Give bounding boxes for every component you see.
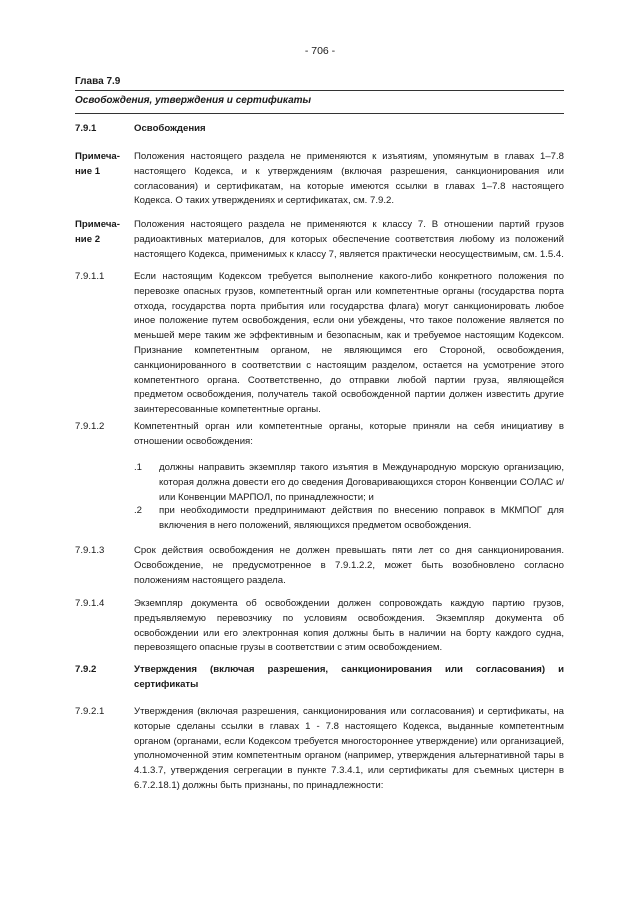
note-label: Примеча- ние 2	[75, 219, 120, 245]
paragraph-text: Срок действия освобождения не должен превышать пяти лет со дня санкционирования. Освобождение, не предусмотренное в 7.9.1.2.2, может быть возобновлено согласно положениям настоящего раздела.	[134, 545, 564, 586]
note-label: Примеча- ние 1	[75, 151, 120, 177]
section-title: Освобождения	[134, 123, 206, 134]
paragraph-number: 7.9.1.3	[75, 545, 105, 556]
paragraph-text: Компетентный орган или компетентные органы, которые приняли на себя инициативу в отношении освобождения:	[134, 421, 564, 447]
list-item	[134, 504, 564, 534]
paragraph-text: Если настоящим Кодексом требуется выполнение какого-либо конкретного положения по перевозке опасных грузов, компетентный орган или компетентные органы (государства порта отхода, государства порта прибытия или государства флага) могут санкционировать любое иное положение путем освобождения, если они убеждены, что такое положение является по меньшей мере таким же эффективным и безопасным, как и требуемое настоящим Кодексом. Признание компетентным органом, не являющимся его Стороной, освобождения, санкционированного в соответствии с настоящим разделом, остается на усмотрение этого компетентного органа. Соответственно, до отправки любой партии груза, являющейся предметом освобождения, получатель такой освобожденной партии должен известить другие заинтересованные компетентные органы.	[134, 271, 564, 416]
note-text: Положения настоящего раздела не применяются к классу 7. В отношении партий грузов радиоактивных материалов, для которых обеспечение соответствия любому из положений настоящего Кодекса, применимых к классу 7, является практически неосуществимым, см. 1.5.4.	[134, 219, 564, 260]
section-title: Утверждения (включая разрешения, санкционирования или согласования) и сертификаты	[134, 664, 564, 690]
paragraph-number: 7.9.1.4	[75, 598, 105, 609]
paragraph-7-9-1-4	[75, 597, 564, 656]
section-7-9-1-heading	[75, 122, 564, 137]
note-1	[75, 150, 564, 209]
list-item-number: .2	[134, 505, 143, 516]
list-item-text: должны направить экземпляр такого изъятия в Международную морскую организацию, которая должна довести его до сведения Договаривающихся сторон Конвенции СОЛАС и/или Конвенции МАРПОЛ, по принадлежности; и	[159, 462, 564, 503]
paragraph-number: 7.9.2.1	[75, 706, 105, 717]
paragraph-7-9-1-2	[75, 420, 564, 450]
paragraph-7-9-2-1	[75, 705, 564, 794]
paragraph-7-9-1-1	[75, 270, 564, 418]
list-item-number: .1	[134, 462, 143, 473]
paragraph-number: 7.9.1.1	[75, 271, 105, 282]
list-item	[134, 461, 564, 505]
list-item-text: при необходимости предпринимают действия по внесению поправок в МКМПОГ для включения в него положений, являющихся предметом освобождения.	[159, 505, 564, 531]
note-text: Положения настоящего раздела не применяются к изъятиям, упомянутым в главах 1–7.8 настоящего Кодекса, и к утверждениям (включая разрешения, санкционирования или согласования) и сертификатам, на которые имеются ссылки в главах 1–7.8 настоящего Кодекса. О таких утверждениях и сертификатах, см. 7.9.2.	[134, 151, 564, 207]
section-7-9-2-heading	[75, 663, 564, 693]
chapter-title: Освобождения, утверждения и сертификаты	[75, 90, 564, 114]
chapter-label: Глава 7.9	[75, 76, 121, 87]
page-number: - 706 -	[304, 45, 336, 57]
paragraph-7-9-1-3	[75, 544, 564, 588]
section-number: 7.9.2	[75, 664, 97, 675]
section-number: 7.9.1	[75, 123, 97, 134]
paragraph-text: Экземпляр документа об освобождении должен сопровождать каждую партию грузов, предъявляемую перевозчику по условиям освобождения. Экземпляр документа об освобождении или его электронная копия должны быть в наличии на борту каждого судна, перевозящего опасные грузы в соответствии с этим освобождением.	[134, 598, 564, 654]
paragraph-text: Утверждения (включая разрешения, санкционирования или согласования) и сертификаты, на которые сделаны ссылки в главах 1 - 7.8 настоящего Кодекса, выданные компетентным органом (органами, если Кодексом требуется многостороннее утверждение) или организацией, уполномоченной этим компетентным органом (например, утверждения альтернативной тары в 4.1.3.7, утверждения сегрегации в пункте 7.3.4.1, или сертификаты для съемных цистерн в 6.7.2.18.1) должны быть признаны, по принадлежности:	[134, 706, 564, 791]
paragraph-number: 7.9.1.2	[75, 421, 105, 432]
note-2	[75, 218, 564, 262]
